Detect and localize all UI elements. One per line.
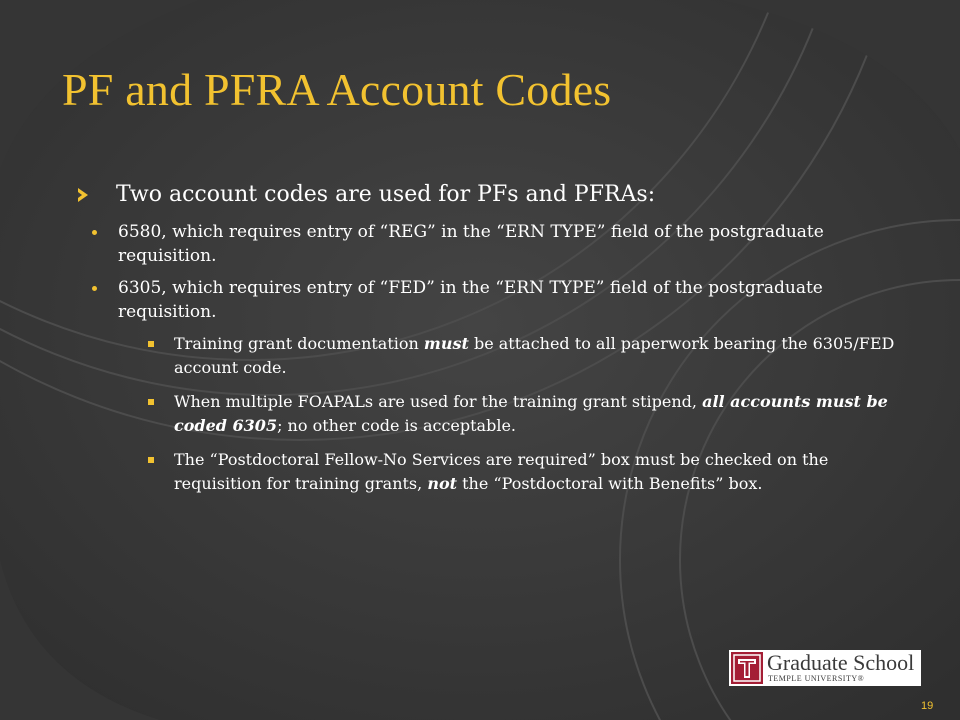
item1-emphasis: must: [423, 334, 469, 353]
square-bullet-icon: [148, 399, 154, 405]
sub-bullet-6305-text: 6305, which requires entry of “FED” in the “ERN TYPE” field of the postgraduate requisition.: [118, 278, 823, 322]
logo-temple-university-text: TEMPLE UNIVERSITY®: [768, 674, 865, 683]
item2-emphasis: all accounts must be coded 6305: [174, 392, 888, 435]
item1-post: be attached to all paperwork bearing the 6305/FED account code.: [174, 334, 895, 377]
sub-bullet-6580-text: 6580, which requires entry of “REG” in the “ERN TYPE” field of the postgraduate requisition.: [118, 222, 824, 266]
slide-title: PF and PFRA Account Codes: [62, 64, 612, 115]
arrow-bullet-icon: [78, 188, 88, 202]
square-bullet-icon: [148, 457, 154, 463]
item-postdoctoral-box: [78, 448, 908, 496]
dot-bullet-icon: [92, 286, 97, 291]
item3-post: the “Postdoctoral with Benefits” box.: [457, 474, 763, 493]
item3-pre: The “Postdoctoral Fellow-No Services are required” box must be checked on the requisition for training grants,: [174, 450, 829, 493]
item3-emphasis: not: [427, 474, 458, 493]
graduate-school-logo: [729, 650, 921, 686]
sub-bullet-6580: [78, 220, 908, 268]
temple-t-icon: [731, 652, 763, 684]
dot-bullet-icon: [92, 230, 97, 235]
page-number: 19: [921, 700, 934, 712]
bullet-main-text: Two account codes are used for PFs and PFRAs:: [116, 182, 656, 207]
item-multiple-foapals: [78, 390, 908, 438]
sub-bullet-6305: [78, 276, 908, 324]
square-bullet-icon: [148, 341, 154, 347]
item1-pre: Training grant documentation: [174, 334, 424, 353]
logo-graduate-school-text: Graduate School: [767, 650, 915, 675]
slide-content: [78, 180, 908, 506]
item2-post: ; no other code is acceptable.: [277, 416, 517, 435]
item-training-grant-documentation: [78, 332, 908, 380]
bullet-main: [78, 180, 908, 210]
item2-pre: When multiple FOAPALs are used for the training grant stipend,: [174, 392, 703, 411]
